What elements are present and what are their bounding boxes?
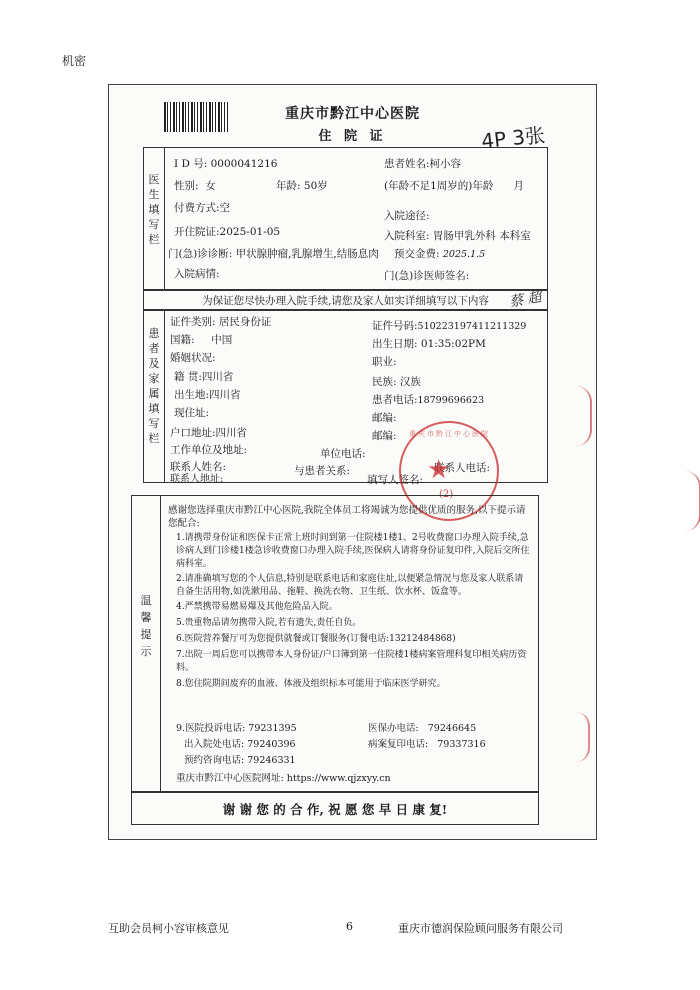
- ward-label: 入院科室:: [384, 230, 430, 242]
- diagnosis-value: 甲状腺肿瘤,乳腺增生,结肠息肉: [235, 248, 379, 260]
- edge-seal-mark: [576, 386, 592, 446]
- ethnicity-label: 民族:: [372, 376, 397, 388]
- notice-text: 为保证您尽快办理入院手续,请您及家人如实详细填写以下内容: [202, 295, 489, 307]
- label-char: 栏: [148, 233, 160, 246]
- patient-name-label: 患者姓名:: [384, 158, 430, 170]
- work-phone-label: 单位电话:: [320, 448, 366, 460]
- infant-month-label: 月: [513, 180, 524, 192]
- doctor-signature: 蔡 超: [508, 289, 543, 311]
- medical-office-phone: [368, 720, 476, 734]
- id-value: 0000041216: [210, 158, 278, 170]
- hukou-label: 户口地址:: [170, 427, 216, 439]
- seal-number: (2): [439, 489, 454, 500]
- tip-item: 1.请携带身份证和医保卡正常上班时间到第一住院楼1楼1、2号收费窗口办理入院手续,急诊病人到门诊楼1楼急诊收费窗口办理入院手续,医保病人请将身份证复印件,入院后交所住病科室。: [176, 533, 530, 569]
- label-char: 生: [148, 188, 160, 201]
- complaint-phone: [176, 720, 297, 734]
- phone-field: [372, 392, 484, 407]
- gender-value: 女: [205, 180, 216, 192]
- label-char: 写: [148, 417, 160, 430]
- website-line: [176, 770, 391, 784]
- tips-section: [131, 495, 539, 793]
- tip-item: 7.出院一周后您可以携带本人身份证/户口簿到第一住院楼1楼病案管理科复印相关病历资料。: [176, 650, 527, 673]
- label-char: 医: [148, 173, 160, 186]
- id-label: I D 号:: [174, 158, 208, 170]
- footer-left: 互助会员柯小容审核意见: [108, 922, 229, 935]
- birthplace-label: 出生地:: [174, 389, 210, 401]
- patient-section-label: [147, 326, 161, 446]
- marital-label: 婚姻状况:: [170, 352, 216, 364]
- phone-value: 18799696623: [417, 395, 485, 406]
- open-date-value: 2025-01-05: [219, 226, 281, 238]
- label-char: 家: [148, 372, 160, 385]
- closing-bar: [131, 791, 539, 825]
- medical-office-value: 79246645: [427, 723, 477, 734]
- phone-label: 患者电话:: [372, 394, 418, 406]
- scanned-admission-certificate: [108, 84, 597, 840]
- discharge-phone: [184, 736, 296, 750]
- cert-type-field: [170, 314, 271, 329]
- label-char: 及: [148, 357, 160, 370]
- birth-date-field: [372, 336, 486, 351]
- birth-date-label: 出生日期:: [372, 338, 418, 350]
- tips-intro: 感谢您选择重庆市黔江中心医院,我院全体员工将竭诚为您提供优质的服务,以下提示请您配合:: [168, 505, 526, 529]
- website-label: 重庆市黔江中心医院网址:: [176, 773, 284, 784]
- payment-value: 空: [219, 202, 231, 214]
- discharge-label: 出入院处电话:: [184, 739, 245, 750]
- deposit-label: 预交金费:: [394, 248, 440, 260]
- partial-seal-edge: [685, 471, 700, 531]
- contact-addr-label: 联系人地址:: [170, 474, 224, 485]
- patient-name-field: [384, 156, 461, 171]
- label-char: 提: [140, 628, 152, 641]
- nationality-value: 中国: [211, 334, 233, 346]
- tip-item: 8.您住院期间废弃的血液、体液及组织标本可能用于临床医学研究。: [176, 679, 446, 689]
- birthplace-field: [174, 387, 241, 402]
- label-char: 温: [140, 594, 152, 607]
- contact-name-label: 联系人姓名:: [170, 461, 227, 473]
- label-char: 者: [148, 342, 160, 355]
- age-value: 50岁: [303, 180, 328, 192]
- condition-label: 入院病情:: [174, 268, 220, 280]
- deposit-handwriting: 2025.1.5: [442, 249, 486, 260]
- ethnicity-value: 汉族: [399, 376, 421, 388]
- closing-text: 谢 谢 您 的 合 作, 祝 愿 您 早 日 康 复!: [222, 802, 448, 817]
- appointment-phone: [184, 752, 296, 766]
- nationality-label: 国籍:: [170, 334, 195, 346]
- payment-field: [174, 200, 230, 215]
- postcode2-label: 邮编:: [372, 430, 397, 442]
- tip-item: 5.贵重物品请勿携带入院,若有遗失,责任自负。: [176, 618, 362, 628]
- medical-office-label: 医保办电话:: [368, 723, 419, 734]
- tip-item: 4.严禁携带易燃易爆及其他危险品入院。: [176, 602, 338, 612]
- tips-list: [176, 532, 530, 691]
- age-label: 年龄:: [276, 180, 301, 192]
- hukou-value: 四川省: [215, 427, 248, 439]
- complaint-value: 79231395: [248, 723, 297, 734]
- nationality-field: [170, 332, 232, 347]
- infant-age-field: [384, 178, 524, 193]
- birthplace-value: 四川省: [209, 389, 241, 401]
- ward-value: 胃肠甲乳外科 本科室: [432, 230, 531, 242]
- hospital-seal: 重庆市黔江中心医院 ★ (2): [399, 421, 499, 521]
- cert-no-field: [372, 318, 526, 333]
- payment-label: 付费方式:: [174, 202, 220, 214]
- handwritten-note: 4P 3张: [480, 122, 547, 154]
- appointment-label: 预约咨询电话:: [184, 755, 245, 766]
- postcode-label: 邮编:: [372, 412, 397, 424]
- label-char: 馨: [140, 611, 152, 624]
- infant-age-label: (年龄不足1周岁的)年龄: [384, 180, 494, 192]
- edge-seal-mark: [576, 712, 590, 762]
- birth-date-value: 01:35:02PM: [420, 338, 486, 350]
- appointment-value: 79246331: [247, 755, 296, 766]
- doctor-section-label: [147, 172, 161, 247]
- contact-phone-label: 联系人电话:: [434, 462, 491, 474]
- tip-item: 6.医院营养餐厅可为您提供就餐或订餐服务(订餐电话:13212484868): [176, 634, 456, 644]
- discharge-value: 79240396: [247, 739, 296, 750]
- patient-name-value: 柯小容: [429, 158, 462, 170]
- native-label: 籍 贯:: [174, 371, 202, 383]
- diagnosis-field: [168, 246, 379, 261]
- label-char: 栏: [148, 432, 160, 445]
- cert-type-value: 居民身份证: [218, 316, 272, 328]
- open-date-field: [174, 224, 280, 239]
- age-field: [276, 178, 328, 193]
- gender-field: [174, 178, 216, 193]
- records-value: 79337316: [437, 739, 486, 750]
- website-value: https://www.qjzxyy.cn: [286, 773, 391, 784]
- native-field: [174, 369, 233, 384]
- footer-page-number: 6: [346, 920, 353, 933]
- work-label: 工作单位及地址:: [170, 444, 248, 456]
- gender-label: 性别:: [174, 180, 199, 192]
- deposit-field: [394, 246, 485, 261]
- native-value: 四川省: [201, 371, 234, 383]
- tips-section-label: [139, 592, 153, 660]
- ward-field: [384, 228, 531, 243]
- id-field: [174, 156, 277, 171]
- confidential-label: 机密: [62, 54, 87, 68]
- notice-bar: [143, 289, 548, 311]
- label-char: 示: [140, 645, 152, 658]
- filler-sign-label: 填写人签名:: [367, 474, 424, 486]
- cert-type-label: 证件类别:: [170, 316, 216, 328]
- occupation-label: 职业:: [372, 356, 397, 368]
- doctor-section: [143, 147, 548, 291]
- hospital-name: 重庆市黔江中心医院: [285, 106, 420, 122]
- complaint-label: 9.医院投诉电话:: [176, 723, 246, 734]
- hukou-field: [170, 425, 247, 440]
- label-char: 写: [148, 218, 160, 231]
- tip-item: 2.请准确填写您的个人信息,特别是联系电话和家庭住址,以便紧急情况与您及家人联系请自备生活用物,如洗漱用品、拖鞋、换洗衣物、卫生纸、饮水杯、饭盒等。: [176, 574, 524, 597]
- diagnosis-label: 门(急)诊诊断:: [168, 248, 233, 260]
- relation-label: 与患者关系:: [294, 465, 351, 477]
- records-label: 病案复印电话:: [368, 739, 429, 750]
- label-char: 填: [148, 402, 160, 415]
- label-char: 属: [148, 387, 160, 400]
- address-label: 现住址:: [174, 407, 210, 419]
- open-date-label: 开住院证:: [174, 226, 220, 238]
- form-title: 住 院 证: [318, 129, 387, 144]
- admission-route-label: 入院途径:: [384, 210, 430, 222]
- label-char: 患: [148, 327, 160, 340]
- cert-no-label: 证件号码:: [372, 320, 418, 332]
- cert-no-value: 510223197411211329: [417, 321, 527, 332]
- records-phone: [368, 736, 486, 750]
- label-char: 填: [148, 203, 160, 216]
- doctor-sign-label: 门(急)诊医师签名:: [384, 270, 470, 282]
- footer-right: 重庆市德润保险顾问服务有限公司: [398, 922, 563, 935]
- ethnicity-field: [372, 374, 421, 389]
